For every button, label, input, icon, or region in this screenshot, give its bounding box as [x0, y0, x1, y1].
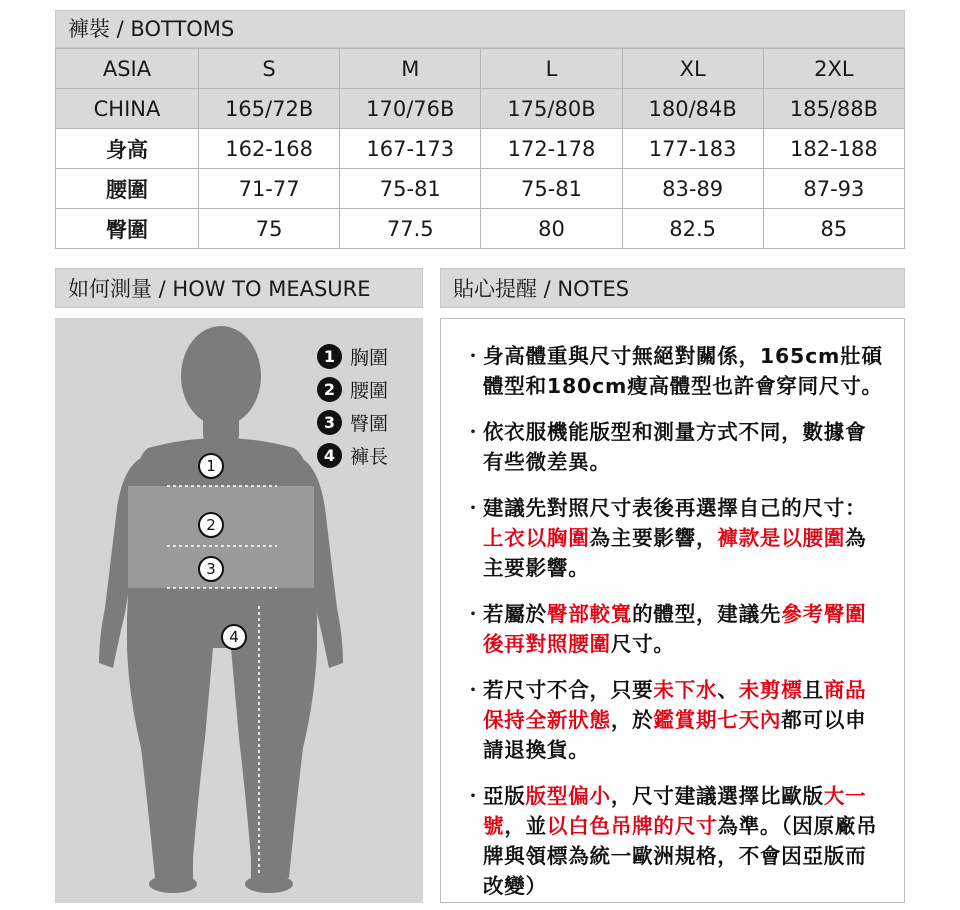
- legend-number: 3: [317, 410, 342, 435]
- chest-marker: 1: [198, 453, 224, 479]
- length-marker: 4: [221, 624, 247, 650]
- row-label: 身高: [56, 129, 199, 169]
- note-segment: 若尺寸不合，只要: [483, 678, 654, 702]
- table-row: [56, 169, 905, 209]
- size-cell: L: [481, 49, 622, 89]
- size-cell: XL: [622, 49, 763, 89]
- size-chart: [55, 48, 905, 249]
- row-label: 腰圍: [56, 169, 199, 209]
- note-segment: 為準。（因原廠吊牌與領標為統一歐洲規格，不會因亞版而改變）: [483, 814, 878, 898]
- table-cell: 177-183: [622, 129, 763, 169]
- legend-item: [317, 439, 388, 472]
- note-item: [463, 417, 886, 477]
- note-bullet: ・: [463, 420, 483, 444]
- table-cell: 80: [481, 209, 622, 249]
- note-highlight: 以白色吊牌的尺寸: [546, 814, 718, 838]
- table-row: [56, 209, 905, 249]
- note-item: [463, 675, 886, 765]
- table-cell: 77.5: [340, 209, 481, 249]
- table-cell: 82.5: [622, 209, 763, 249]
- table-cell: 71-77: [199, 169, 340, 209]
- legend-item: [317, 373, 388, 406]
- note-bullet: ・: [463, 678, 483, 702]
- size-cell: M: [340, 49, 481, 89]
- note-segment: ，於: [610, 708, 654, 732]
- table-cell: 75: [199, 209, 340, 249]
- note-segment: 為主要影響。: [483, 526, 867, 580]
- size-cell: S: [199, 49, 340, 89]
- note-highlight: 鑑賞期七天內: [653, 708, 782, 732]
- note-highlight: 臀部較寬: [546, 602, 633, 626]
- note-item: [463, 599, 886, 659]
- note-segment: 且: [802, 678, 824, 702]
- note-text: [483, 417, 886, 477]
- note-item: [463, 341, 886, 401]
- table-cell: 162-168: [199, 129, 340, 169]
- hip-marker: 3: [198, 556, 224, 582]
- table-cell: 185/88B: [763, 89, 904, 129]
- table-cell: 175/80B: [481, 89, 622, 129]
- note-segment: 身高體重與尺寸無絕對關係，165cm壯碩體型和180cm瘦高體型也許會穿同尺寸。: [483, 344, 883, 398]
- legend-label: 褲長: [350, 446, 389, 468]
- table-row: [56, 89, 905, 129]
- note-text: [483, 599, 886, 659]
- legend-item: [317, 340, 388, 373]
- note-highlight: 商品保持全新狀態: [483, 678, 867, 732]
- table-cell: 180/84B: [622, 89, 763, 129]
- legend-label: 腰圍: [350, 380, 389, 402]
- bottoms-title: 褲裝 / BOTTOMS: [55, 10, 905, 48]
- note-item: [463, 493, 886, 583]
- note-segment: 尺寸。: [610, 632, 675, 656]
- note-segment: ，並: [504, 814, 547, 838]
- row-label: 臀圍: [56, 209, 199, 249]
- how-to-measure-title: 如何測量 / HOW TO MEASURE: [55, 268, 423, 308]
- legend-number: 4: [317, 443, 342, 468]
- table-cell: 75-81: [481, 169, 622, 209]
- note-highlight: 參考臀圍後再對照腰圍: [483, 602, 867, 656]
- table-cell: 182-188: [763, 129, 904, 169]
- note-segment: 為主要影響，: [589, 526, 718, 550]
- note-segment: 依衣服機能版型和測量方式不同，數據會有些微差異。: [483, 420, 867, 474]
- note-highlight: 未下水: [653, 678, 718, 702]
- note-segment: 若屬於: [483, 602, 547, 626]
- table-cell: 75-81: [340, 169, 481, 209]
- row-label: CHINA: [56, 89, 199, 129]
- legend-number: 1: [317, 344, 342, 369]
- table-header-row: [56, 49, 905, 89]
- legend-label: 胸圍: [350, 347, 389, 369]
- note-segment: 都可以申請退換貨。: [483, 708, 867, 762]
- table-cell: 167-173: [340, 129, 481, 169]
- note-text: [483, 493, 886, 583]
- note-bullet: ・: [463, 496, 483, 520]
- table-cell: 170/76B: [340, 89, 481, 129]
- measure-legend: [317, 340, 388, 472]
- note-segment: ，尺寸建議選擇比歐版: [610, 784, 824, 808]
- note-item: [463, 781, 886, 901]
- table-cell: 172-178: [481, 129, 622, 169]
- note-highlight: 褲款是以腰圍: [717, 526, 846, 550]
- note-bullet: ・: [463, 344, 483, 368]
- notes-title: 貼心提醒 / NOTES: [440, 268, 905, 308]
- size-cell: 2XL: [763, 49, 904, 89]
- note-bullet: ・: [463, 784, 483, 808]
- waist-marker: 2: [198, 512, 224, 538]
- note-segment: 建議先對照尺寸表後再選擇自己的尺寸：: [483, 496, 867, 520]
- note-highlight: 版型偏小: [525, 784, 611, 808]
- legend-item: [317, 406, 388, 439]
- note-highlight: 未剪標: [738, 678, 803, 702]
- table-cell: 165/72B: [199, 89, 340, 129]
- legend-number: 2: [317, 377, 342, 402]
- table-row: [56, 129, 905, 169]
- legend-label: 臀圍: [350, 413, 389, 435]
- note-highlight: 大一號: [483, 784, 867, 838]
- table-cell: 83-89: [622, 169, 763, 209]
- table-cell: 85: [763, 209, 904, 249]
- how-to-measure-panel: [55, 318, 423, 903]
- note-highlight: 上衣以胸圍: [483, 526, 590, 550]
- note-text: [483, 675, 886, 765]
- note-segment: 的體型，建議先: [632, 602, 782, 626]
- note-bullet: ・: [463, 602, 483, 626]
- note-segment: 亞版: [483, 784, 526, 808]
- note-text: [483, 341, 886, 401]
- row-label: ASIA: [56, 49, 199, 89]
- table-cell: 87-93: [763, 169, 904, 209]
- notes-panel: [440, 318, 905, 903]
- note-segment: 、: [717, 678, 739, 702]
- note-text: [483, 781, 886, 901]
- bottoms-size-table: [55, 10, 905, 249]
